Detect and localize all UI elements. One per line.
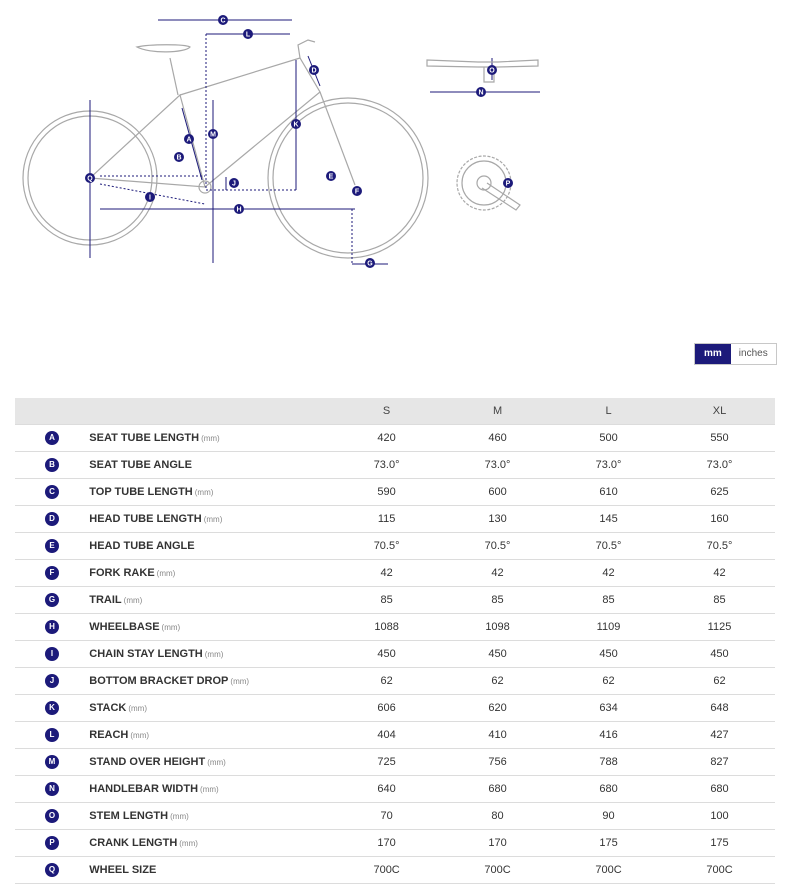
svg-text:C: C: [220, 17, 226, 25]
diagram-badge-n: [476, 87, 486, 97]
dimension-unit: (mm): [156, 569, 176, 578]
value-cell: 70.5°: [553, 533, 664, 560]
value-cell: 450: [442, 641, 553, 668]
diagram-badge-b: [174, 152, 184, 162]
value-cell: 70: [331, 803, 442, 830]
dimension-unit: (mm): [200, 785, 219, 794]
value-cell: 175: [553, 830, 664, 857]
value-cell: 450: [664, 641, 775, 668]
dimension-letter-badge: N: [45, 782, 59, 796]
svg-text:D: D: [311, 67, 317, 75]
size-header: S: [331, 398, 442, 425]
dimension-name: CRANK LENGTH: [89, 837, 178, 849]
dimension-unit: (mm): [201, 434, 220, 443]
diagram-badge-l: [243, 29, 253, 39]
table-row: [15, 722, 775, 749]
diagram-badge-g: [365, 258, 375, 268]
diagram-badge-i: [145, 192, 155, 202]
row-badge-cell: [15, 587, 88, 614]
dimension-name: HANDLEBAR WIDTH: [89, 783, 199, 795]
value-cell: 42: [331, 560, 442, 587]
dimension-letter-badge: H: [45, 620, 59, 634]
dimension-letter-badge: C: [45, 485, 59, 499]
dimension-name: CHAIN STAY LENGTH: [89, 648, 203, 660]
value-cell: 73.0°: [442, 452, 553, 479]
row-badge-cell: [15, 668, 88, 695]
seat-post: [170, 58, 178, 95]
dimension-unit: (mm): [128, 704, 147, 713]
value-cell: 600: [442, 479, 553, 506]
value-cell: 145: [553, 506, 664, 533]
svg-text:E: E: [328, 173, 334, 181]
dimension-letter-badge: L: [45, 728, 59, 742]
value-cell: 85: [553, 587, 664, 614]
table-row: [15, 803, 775, 830]
dimension-name-cell: [88, 776, 331, 803]
size-header: L: [553, 398, 664, 425]
value-cell: 62: [442, 668, 553, 695]
value-cell: 634: [553, 695, 664, 722]
dimension-name: REACH: [89, 729, 129, 741]
value-cell: 90: [553, 803, 664, 830]
value-cell: 606: [331, 695, 442, 722]
value-cell: 756: [442, 749, 553, 776]
diagram-badge-k: [291, 119, 301, 129]
value-cell: 827: [664, 749, 775, 776]
size-header: XL: [664, 398, 775, 425]
dimension-letter-badge: J: [45, 674, 59, 688]
value-cell: 700C: [331, 857, 442, 884]
value-cell: 70.5°: [442, 533, 553, 560]
value-cell: 73.0°: [553, 452, 664, 479]
dimension-lines: [90, 17, 540, 264]
value-cell: 170: [331, 830, 442, 857]
table-row: [15, 587, 775, 614]
value-cell: 680: [442, 776, 553, 803]
dimension-name-cell: [88, 533, 331, 560]
row-badge-cell: [15, 641, 88, 668]
handlebar-view: [427, 60, 538, 82]
dimension-name: WHEELBASE: [89, 621, 160, 633]
value-cell: 700C: [553, 857, 664, 884]
dimension-name-cell: [88, 452, 331, 479]
dimension-unit: (mm): [123, 596, 143, 605]
value-cell: 42: [442, 560, 553, 587]
dimension-name: FORK RAKE: [89, 567, 155, 579]
value-cell: 610: [553, 479, 664, 506]
row-badge-cell: [15, 749, 88, 776]
row-badge-cell: [15, 695, 88, 722]
table-row: [15, 641, 775, 668]
svg-text:P: P: [505, 180, 511, 188]
dimension-unit: (mm): [203, 515, 223, 524]
value-cell: 62: [331, 668, 442, 695]
dimension-name: SEAT TUBE LENGTH: [89, 432, 200, 444]
table-row: [15, 776, 775, 803]
value-cell: 648: [664, 695, 775, 722]
dimension-name: TOP TUBE LENGTH: [89, 486, 193, 498]
diagram-badge-j: [229, 178, 239, 188]
dimension-letter-badge: A: [45, 431, 59, 445]
value-cell: 700C: [664, 857, 775, 884]
value-cell: 62: [553, 668, 664, 695]
svg-text:L: L: [245, 31, 251, 39]
row-badge-cell: [15, 857, 88, 884]
dimension-name-cell: [88, 803, 331, 830]
svg-text:K: K: [293, 121, 299, 129]
value-cell: 1098: [442, 614, 553, 641]
value-cell: 460: [442, 425, 553, 452]
dimension-letter-badge: B: [45, 458, 59, 472]
svg-text:N: N: [478, 89, 484, 97]
value-cell: 42: [553, 560, 664, 587]
value-cell: 410: [442, 722, 553, 749]
dimension-name-cell: [88, 506, 331, 533]
table-row: [15, 614, 775, 641]
dimension-unit: (mm): [161, 623, 181, 632]
value-cell: 420: [331, 425, 442, 452]
header-blank: [15, 398, 331, 425]
row-badge-cell: [15, 614, 88, 641]
dimension-letter-badge: M: [45, 755, 59, 769]
dimension-name: HEAD TUBE ANGLE: [89, 540, 195, 552]
svg-text:A: A: [186, 136, 192, 144]
dimension-name-cell: [88, 722, 331, 749]
diagram-badge-f: [352, 186, 362, 196]
dimension-name-cell: [88, 560, 331, 587]
dimension-unit: (mm): [130, 731, 150, 740]
row-badge-cell: [15, 803, 88, 830]
row-badge-cell: [15, 479, 88, 506]
value-cell: 160: [664, 506, 775, 533]
dimension-name-cell: [88, 641, 331, 668]
table-header-row: [15, 398, 775, 425]
dimension-letter-badge: P: [45, 836, 59, 850]
dimension-name: STAND OVER HEIGHT: [89, 756, 206, 768]
value-cell: 427: [664, 722, 775, 749]
svg-text:I: I: [149, 194, 151, 202]
value-cell: 73.0°: [664, 452, 775, 479]
dimension-name-cell: [88, 614, 331, 641]
row-badge-cell: [15, 506, 88, 533]
diagram-badge-q: [85, 173, 95, 183]
dimension-unit: (mm): [170, 812, 189, 821]
fork: [320, 92, 355, 185]
table-row: [15, 668, 775, 695]
row-badge-cell: [15, 776, 88, 803]
diagram-badge-o: [487, 65, 497, 75]
value-cell: 62: [664, 668, 775, 695]
table-row: [15, 830, 775, 857]
value-cell: 500: [553, 425, 664, 452]
value-cell: 450: [331, 641, 442, 668]
geometry-table: [15, 398, 775, 884]
dimension-name: STEM LENGTH: [89, 810, 169, 822]
value-cell: 1125: [664, 614, 775, 641]
value-cell: 73.0°: [331, 452, 442, 479]
dimension-name-cell: [88, 695, 331, 722]
row-badge-cell: [15, 425, 88, 452]
value-cell: 450: [553, 641, 664, 668]
diagram-badge-c: [218, 15, 228, 25]
svg-text:M: M: [210, 131, 216, 139]
value-cell: 550: [664, 425, 775, 452]
diagram-badge-d: [309, 65, 319, 75]
row-badge-cell: [15, 722, 88, 749]
svg-text:B: B: [176, 154, 182, 162]
value-cell: 680: [664, 776, 775, 803]
value-cell: 70.5°: [331, 533, 442, 560]
value-cell: 416: [553, 722, 664, 749]
dimension-name-cell: [88, 479, 331, 506]
dimension-name: HEAD TUBE LENGTH: [89, 513, 202, 525]
diagram-badge-a: [184, 134, 194, 144]
table-row: [15, 560, 775, 587]
dimension-name: TRAIL: [89, 594, 122, 606]
value-cell: 625: [664, 479, 775, 506]
table-row: [15, 506, 775, 533]
table-row: [15, 452, 775, 479]
dimension-letter-badge: I: [45, 647, 59, 661]
dimension-unit: (mm): [230, 677, 250, 686]
value-cell: 725: [331, 749, 442, 776]
value-cell: 130: [442, 506, 553, 533]
value-cell: 175: [664, 830, 775, 857]
value-cell: 42: [664, 560, 775, 587]
dimension-unit: (mm): [194, 488, 214, 497]
geometry-diagram: [0, 0, 790, 300]
value-cell: 680: [553, 776, 664, 803]
unit-toggle: [694, 343, 777, 365]
dimension-unit: (mm): [204, 650, 224, 659]
value-cell: 170: [442, 830, 553, 857]
dimension-name-cell: [88, 830, 331, 857]
dimension-name-cell: [88, 425, 331, 452]
bike-outline: [23, 40, 428, 258]
dimension-letter-badge: D: [45, 512, 59, 526]
value-cell: 620: [442, 695, 553, 722]
dimension-name-cell: [88, 749, 331, 776]
dimension-name-cell: [88, 857, 331, 884]
value-cell: 85: [664, 587, 775, 614]
value-cell: 1088: [331, 614, 442, 641]
diagram-badge-e: [326, 171, 336, 181]
table-row: [15, 533, 775, 560]
value-cell: 404: [331, 722, 442, 749]
diagram-badge-h: [234, 204, 244, 214]
value-cell: 70.5°: [664, 533, 775, 560]
value-cell: 640: [331, 776, 442, 803]
unit-inches-button[interactable]: inches: [731, 344, 776, 364]
value-cell: 80: [442, 803, 553, 830]
value-cell: 100: [664, 803, 775, 830]
svg-text:H: H: [236, 206, 242, 214]
table-row: [15, 425, 775, 452]
value-cell: 590: [331, 479, 442, 506]
table-row: [15, 695, 775, 722]
stem: [298, 40, 315, 58]
row-badge-cell: [15, 533, 88, 560]
svg-text:J: J: [232, 180, 236, 188]
dimension-name: BOTTOM BRACKET DROP: [89, 675, 229, 687]
svg-text:F: F: [354, 188, 360, 196]
value-cell: 788: [553, 749, 664, 776]
table-row: [15, 479, 775, 506]
dimension-name-cell: [88, 668, 331, 695]
dimension-letter-badge: G: [45, 593, 59, 607]
dimension-unit: (mm): [179, 839, 198, 848]
row-badge-cell: [15, 452, 88, 479]
diagram-badge-m: [208, 129, 218, 139]
diagram-badge-p: [503, 178, 513, 188]
dimension-name: WHEEL SIZE: [89, 864, 157, 876]
dimension-letter-badge: Q: [45, 863, 59, 877]
unit-mm-button[interactable]: mm: [695, 344, 731, 364]
saddle: [137, 45, 190, 52]
svg-text:Q: Q: [87, 175, 93, 183]
row-badge-cell: [15, 830, 88, 857]
value-cell: 115: [331, 506, 442, 533]
svg-text:G: G: [367, 260, 373, 268]
value-cell: 700C: [442, 857, 553, 884]
dimension-name: STACK: [89, 702, 127, 714]
row-badge-cell: [15, 560, 88, 587]
value-cell: 85: [331, 587, 442, 614]
table-row: [15, 749, 775, 776]
dimension-name-cell: [88, 587, 331, 614]
dimension-letter-badge: K: [45, 701, 59, 715]
table-row: [15, 857, 775, 884]
dimension-letter-badge: O: [45, 809, 59, 823]
value-cell: 1109: [553, 614, 664, 641]
svg-text:O: O: [489, 67, 495, 75]
value-cell: 85: [442, 587, 553, 614]
dimension-name: SEAT TUBE ANGLE: [89, 459, 192, 471]
dimension-letter-badge: E: [45, 539, 59, 553]
dimension-letter-badge: F: [45, 566, 59, 580]
table-body: [15, 425, 775, 884]
dimension-unit: (mm): [207, 758, 226, 767]
size-header: M: [442, 398, 553, 425]
